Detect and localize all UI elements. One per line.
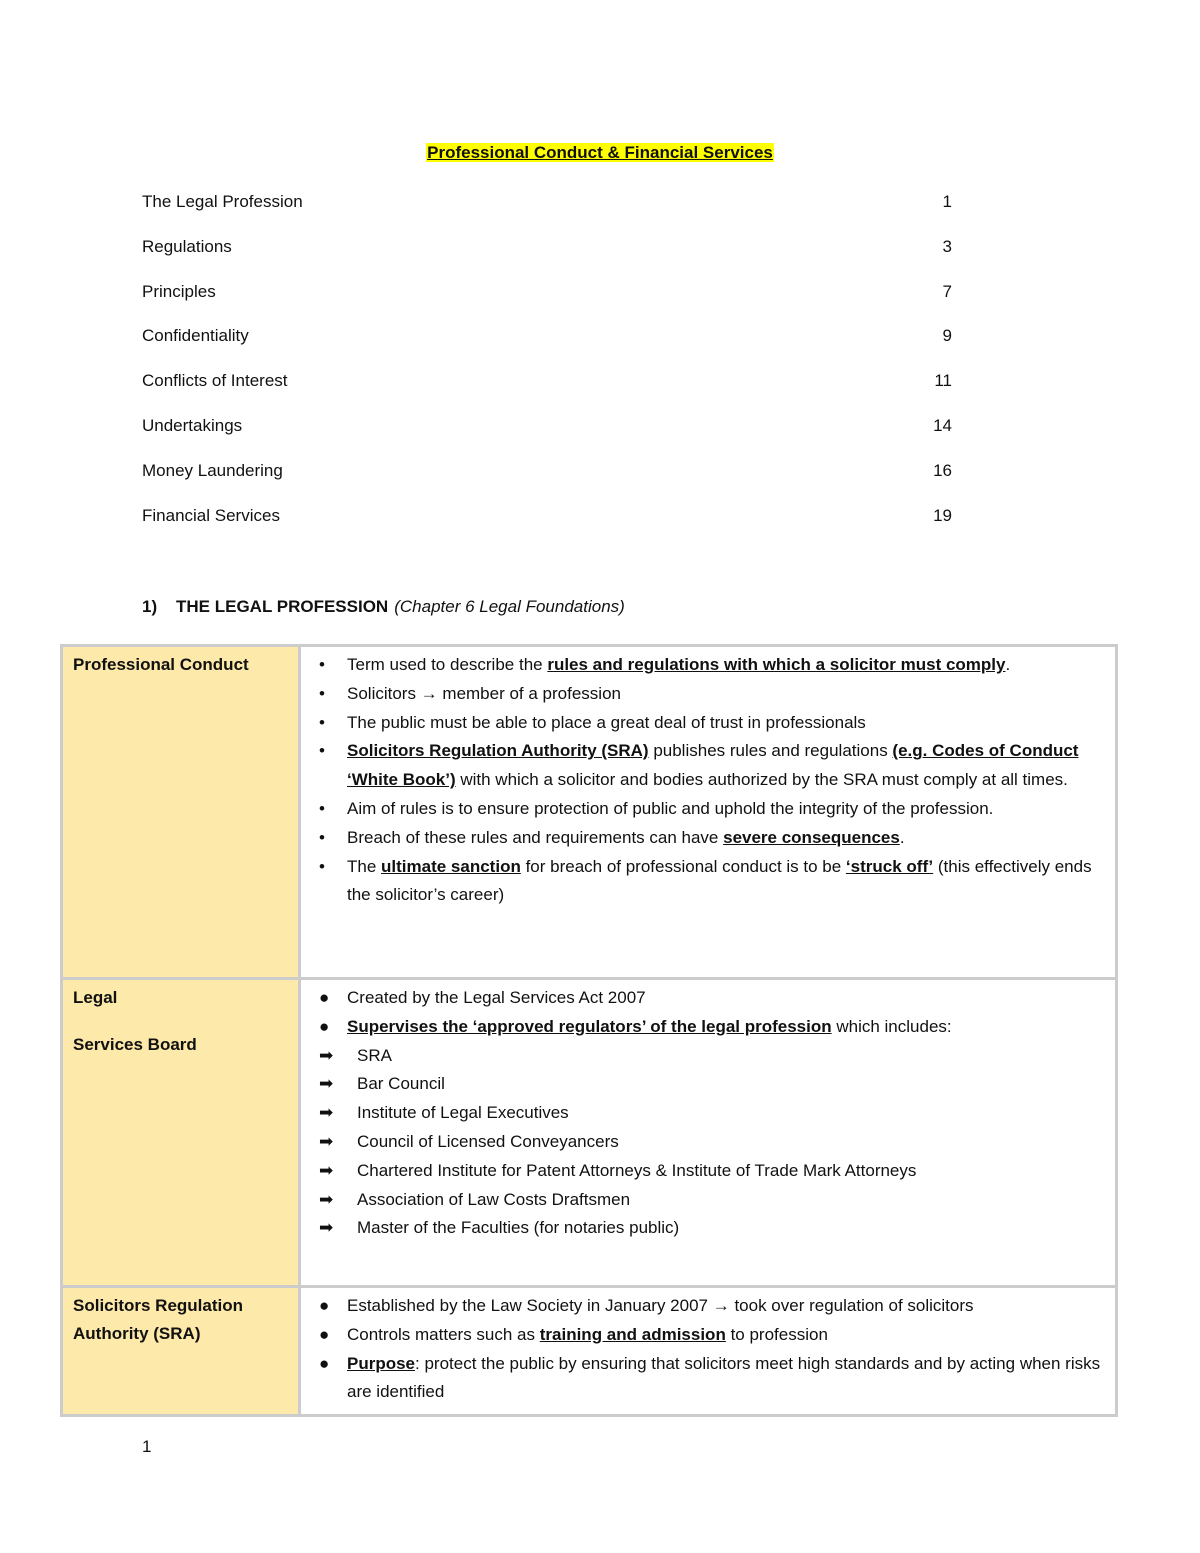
text: publishes rules and regulations xyxy=(648,741,893,761)
text: . xyxy=(899,827,905,847)
text: . xyxy=(1005,655,1011,674)
text: The xyxy=(347,856,382,876)
list-item xyxy=(319,1321,1105,1350)
toc-row xyxy=(142,189,952,234)
toc-page: 16 xyxy=(933,460,952,480)
text: Aim of rules is to ensure protection of public and uphold the integrity of the profession. xyxy=(347,798,994,818)
section-heading xyxy=(142,597,625,617)
list-item xyxy=(319,1350,1105,1408)
emphasis: Supervises the ‘approved regulators’ of the legal profession xyxy=(347,1016,832,1036)
bullet-icon: • xyxy=(319,856,325,876)
list-item xyxy=(319,1214,1105,1243)
toc-label: Conflicts of Interest xyxy=(142,371,288,391)
regulator-list xyxy=(319,1042,1105,1244)
list-item xyxy=(319,651,1105,680)
emphasis: (e.g. Codes of Conduct ‘White Book’) xyxy=(347,741,1079,790)
text: Solicitors → member of a profession xyxy=(347,683,621,703)
text: Chartered Institute for Patent Attorneys & Institute of Trade Mark Attorneys xyxy=(357,1160,917,1180)
table-row xyxy=(62,979,1117,1287)
bullet-list xyxy=(319,651,1105,910)
toc-page: 7 xyxy=(942,281,952,301)
toc-row xyxy=(142,234,952,279)
text: to profession xyxy=(725,1324,828,1344)
text: Created by the Legal Services Act 2007 xyxy=(347,988,646,1007)
list-item xyxy=(319,1186,1105,1215)
emphasis: ultimate sanction xyxy=(381,856,521,876)
toc-page: 11 xyxy=(934,371,952,391)
arrow-icon: ➡ xyxy=(319,1045,334,1065)
bullet-icon: ● xyxy=(319,1016,330,1036)
row-content xyxy=(300,979,1117,1287)
toc-label: Money Laundering xyxy=(142,460,283,480)
text: Term used to describe the xyxy=(347,655,548,674)
section-subtitle: (Chapter 6 Legal Foundations) xyxy=(394,597,625,616)
list-item xyxy=(319,1013,1105,1042)
list-item xyxy=(319,824,1105,853)
arrow-icon: ➡ xyxy=(319,1218,334,1238)
toc-page: 19 xyxy=(933,505,952,525)
list-item xyxy=(319,1070,1105,1099)
text: The public must be able to place a great deal of trust in professionals xyxy=(347,712,866,732)
row-label: Solicitors Regulation Authority (SRA) xyxy=(62,1287,300,1416)
emphasis: Purpose xyxy=(347,1353,416,1373)
bullet-icon: • xyxy=(319,712,325,732)
toc-page: 1 xyxy=(942,192,952,211)
bullet-icon: • xyxy=(319,798,325,818)
arrow-icon: ➡ xyxy=(319,1131,334,1151)
list-item xyxy=(319,1128,1105,1157)
text: Bar Council xyxy=(357,1074,445,1094)
table-row xyxy=(62,1287,1117,1416)
list-item xyxy=(319,984,1105,1013)
toc-page: 9 xyxy=(942,326,952,346)
toc-row xyxy=(142,413,952,458)
bullet-icon: • xyxy=(319,741,325,761)
list-item xyxy=(319,1292,1105,1321)
toc-label: Confidentiality xyxy=(142,326,249,346)
arrow-icon: ➡ xyxy=(319,1074,334,1094)
text: for breach of professional conduct is to be xyxy=(520,856,846,876)
toc-row xyxy=(142,458,952,503)
bullet-icon: ● xyxy=(319,1353,330,1373)
bullet-icon: ● xyxy=(319,988,330,1007)
table-row xyxy=(62,646,1117,979)
text: Master of the Faculties (for notaries public) xyxy=(357,1218,680,1238)
text: (this effectively ends the solicitor’s career) xyxy=(347,856,1092,905)
emphasis: training and admission xyxy=(539,1324,726,1344)
profession-table xyxy=(60,644,1118,1417)
arrow-icon: ➡ xyxy=(319,1103,334,1123)
text: Breach of these rules and requirements can have xyxy=(347,827,724,847)
toc-label: Regulations xyxy=(142,236,232,256)
bullet-icon: ● xyxy=(319,1296,330,1315)
toc-row xyxy=(142,323,952,368)
emphasis: Solicitors Regulation Authority (SRA) xyxy=(347,741,649,761)
bullet-icon: ● xyxy=(319,1324,330,1344)
arrow-icon: ➡ xyxy=(319,1160,334,1180)
bullet-icon: • xyxy=(319,655,325,674)
toc-label: Principles xyxy=(142,281,216,301)
arrow-icon: ➡ xyxy=(319,1189,334,1209)
row-label xyxy=(62,979,300,1287)
list-item xyxy=(319,737,1105,795)
bullet-list xyxy=(319,1292,1105,1407)
bullet-list xyxy=(319,984,1105,1042)
text: with which a solicitor and bodies authorized by the SRA must comply at all times. xyxy=(455,770,1068,790)
bullet-icon: • xyxy=(319,683,325,703)
row-label-line: Services Board xyxy=(73,1035,197,1054)
text: Association of Law Costs Draftsmen xyxy=(357,1189,631,1209)
document-title-text: Professional Conduct & Financial Services xyxy=(427,143,773,162)
emphasis: ‘struck off’ xyxy=(845,856,934,876)
toc-label: The Legal Profession xyxy=(142,192,303,211)
toc-row xyxy=(142,503,952,548)
row-content xyxy=(300,1287,1117,1416)
text: Controls matters such as xyxy=(347,1324,540,1344)
list-item xyxy=(319,680,1105,709)
list-item xyxy=(319,795,1105,824)
toc-page: 14 xyxy=(933,415,952,435)
list-item xyxy=(319,1157,1105,1186)
section-title: THE LEGAL PROFESSION xyxy=(176,597,389,616)
text: Council of Licensed Conveyancers xyxy=(357,1131,619,1151)
toc-page: 3 xyxy=(942,236,952,256)
row-label: Professional Conduct xyxy=(62,646,300,979)
text: : protect the public by ensuring that solicitors meet high standards and by acting when risks are identified xyxy=(347,1353,1101,1402)
table-of-contents xyxy=(142,189,952,547)
row-label-line: Legal xyxy=(73,988,118,1007)
list-item xyxy=(319,1042,1105,1071)
toc-row xyxy=(142,368,952,413)
text: which includes: xyxy=(831,1016,952,1036)
page-number: 1 xyxy=(142,1437,152,1456)
section-number: 1) xyxy=(142,597,158,616)
list-item xyxy=(319,853,1105,911)
list-item xyxy=(319,709,1105,738)
toc-label: Financial Services xyxy=(142,505,280,525)
text: SRA xyxy=(357,1045,392,1065)
list-item xyxy=(319,1099,1105,1128)
emphasis: rules and regulations with which a solicitor must comply xyxy=(547,655,1006,674)
bullet-icon: • xyxy=(319,827,325,847)
document-title xyxy=(0,143,1200,163)
emphasis: severe consequences xyxy=(723,827,900,847)
row-content xyxy=(300,646,1117,979)
toc-row xyxy=(142,279,952,324)
toc-label: Undertakings xyxy=(142,415,243,435)
text: Institute of Legal Executives xyxy=(357,1103,569,1123)
text: Established by the Law Society in January 2007 → took over regulation of solicitors xyxy=(347,1296,974,1315)
